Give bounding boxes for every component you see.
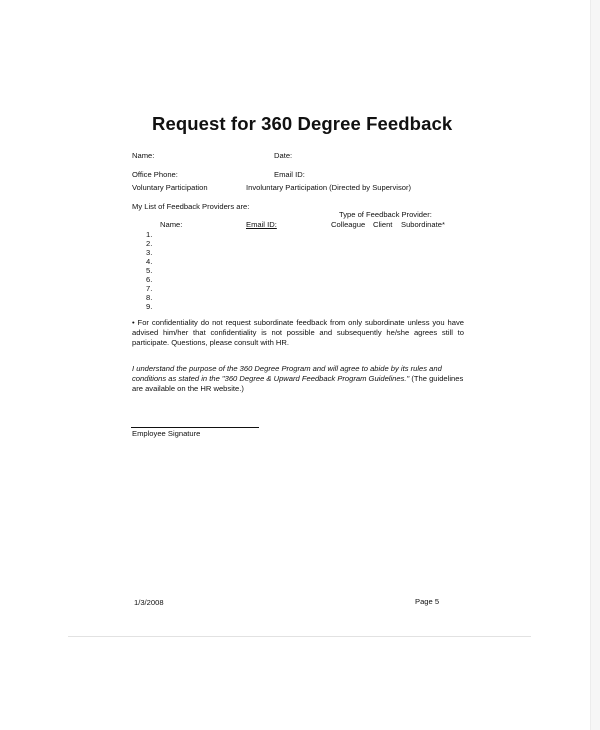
date-label: Date: [274, 151, 293, 160]
column-client-header: Client [373, 220, 393, 229]
list-item-number: 6. [146, 275, 153, 284]
name-label: Name: [132, 151, 155, 160]
list-item-number: 3. [146, 248, 153, 257]
providers-intro: My List of Feedback Providers are: [132, 202, 250, 211]
office-phone-label: Office Phone: [132, 170, 178, 179]
document-title: Request for 360 Degree Feedback [152, 113, 453, 134]
confidentiality-note: • For confidentiality do not request subordinate feedback from only subordinate unless you have advised him/her that confidentiality is not possible and subsequently he/she agrees still to participate. Questions, please consult with HR. [132, 318, 464, 347]
list-item-number: 7. [146, 284, 153, 293]
column-email-header: Email ID: [246, 220, 277, 229]
signature-label: Employee Signature [132, 429, 201, 438]
list-item-number: 8. [146, 293, 153, 302]
agreement-paragraph [132, 364, 464, 394]
signature-line [131, 427, 259, 428]
email-id-label: Email ID: [274, 170, 305, 179]
list-item-number: 2. [146, 239, 153, 248]
page-divider [68, 636, 531, 637]
column-name-header: Name: [160, 220, 183, 229]
list-item-number: 5. [146, 266, 153, 275]
list-item-number: 4. [146, 257, 153, 266]
voluntary-participation-label: Voluntary Participation [132, 183, 208, 192]
column-subordinate-header: Subordinate* [401, 220, 445, 229]
involuntary-participation-label: Involuntary Participation (Directed by Supervisor) [246, 183, 412, 192]
scrollbar-track[interactable] [590, 0, 600, 730]
agreement-statement: I understand the purpose of the 360 Degree Program and will agree to abide by its rules and conditions as stated in the "360 Degree & Upward Feedback Program Guidelines." [132, 364, 442, 383]
list-item-number: 1. [146, 230, 153, 239]
footer-page-number: Page 5 [415, 597, 440, 606]
column-colleague-header: Colleague [331, 220, 366, 229]
list-item-number: 9. [146, 302, 153, 311]
footer-date: 1/3/2008 [134, 598, 164, 607]
guidelines-note: (The guidelines are available on the HR website.) [132, 374, 464, 393]
provider-type-header: Type of Feedback Provider: [339, 210, 432, 219]
